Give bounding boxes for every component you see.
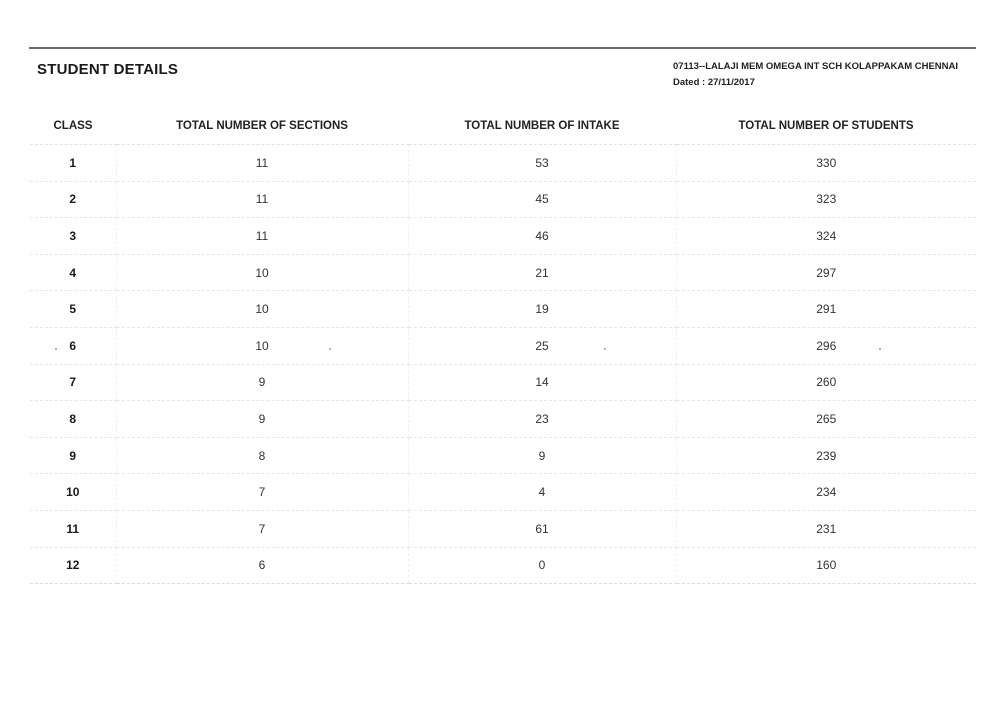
students-cell: 323 — [676, 181, 976, 218]
sections-cell: 7 — [116, 474, 408, 511]
students-cell: 234 — [676, 474, 976, 511]
table-row — [30, 327, 976, 364]
column-header-intake: TOTAL NUMBER OF INTAKE — [408, 108, 676, 145]
intake-cell: 0 — [408, 547, 676, 584]
intake-cell: 9 — [408, 437, 676, 474]
class-cell: 8 — [30, 401, 116, 438]
table-row — [30, 181, 976, 218]
student-details-table — [30, 108, 976, 584]
class-cell: 7 — [30, 364, 116, 401]
students-cell: 291 — [676, 291, 976, 328]
page-title: STUDENT DETAILS — [37, 61, 179, 78]
sections-cell: 9 — [116, 364, 408, 401]
intake-cell: 19 — [408, 291, 676, 328]
intake-cell: 14 — [408, 364, 676, 401]
sections-cell: 7 — [116, 510, 408, 547]
class-cell: 4 — [30, 254, 116, 291]
sections-cell: 6 — [116, 547, 408, 584]
header-rule — [29, 47, 976, 49]
school-info — [673, 59, 958, 91]
school-name: 07113--LALAJI MEM OMEGA INT SCH KOLAPPAKAM CHENNAI — [673, 61, 959, 72]
intake-cell: 46 — [408, 218, 676, 255]
table-row — [30, 145, 976, 182]
column-header-students: TOTAL NUMBER OF STUDENTS — [676, 108, 976, 145]
document-date: Dated : 27/11/2017 — [673, 77, 755, 88]
class-cell: 6 — [30, 327, 116, 364]
table-row — [30, 254, 976, 291]
table-row — [30, 364, 976, 401]
intake-cell: 45 — [408, 181, 676, 218]
class-cell: 11 — [30, 510, 116, 547]
students-cell: 239 — [676, 437, 976, 474]
class-cell: 3 — [30, 218, 116, 255]
sections-cell: 11 — [116, 181, 408, 218]
intake-cell: 61 — [408, 510, 676, 547]
sections-cell: 10 — [116, 254, 408, 291]
class-cell: 9 — [30, 437, 116, 474]
intake-cell: 25 — [408, 327, 676, 364]
sections-cell: 10 — [116, 291, 408, 328]
intake-cell: 21 — [408, 254, 676, 291]
students-cell: 324 — [676, 218, 976, 255]
class-cell: 1 — [30, 145, 116, 182]
students-cell: 160 — [676, 547, 976, 584]
table-header-row — [30, 108, 976, 145]
table-row — [30, 218, 976, 255]
sections-cell: 9 — [116, 401, 408, 438]
table-row — [30, 510, 976, 547]
scan-speck — [55, 348, 57, 350]
students-cell: 260 — [676, 364, 976, 401]
sections-cell: 11 — [116, 145, 408, 182]
sections-cell: 11 — [116, 218, 408, 255]
class-cell: 5 — [30, 291, 116, 328]
column-header-class: CLASS — [30, 108, 116, 145]
sections-cell: 8 — [116, 437, 408, 474]
scan-speck — [604, 348, 606, 350]
sections-cell: 10 — [116, 327, 408, 364]
students-cell: 265 — [676, 401, 976, 438]
scan-speck — [329, 348, 331, 350]
column-header-sections: TOTAL NUMBER OF SECTIONS — [116, 108, 408, 145]
students-cell: 297 — [676, 254, 976, 291]
table-row — [30, 291, 976, 328]
class-cell: 2 — [30, 181, 116, 218]
table-row — [30, 437, 976, 474]
table-row — [30, 547, 976, 584]
intake-cell: 23 — [408, 401, 676, 438]
intake-cell: 53 — [408, 145, 676, 182]
intake-cell: 4 — [408, 474, 676, 511]
class-cell: 12 — [30, 547, 116, 584]
scan-speck — [879, 348, 881, 350]
students-cell: 330 — [676, 145, 976, 182]
class-cell: 10 — [30, 474, 116, 511]
students-cell: 231 — [676, 510, 976, 547]
table-row — [30, 474, 976, 511]
students-cell: 296 — [676, 327, 976, 364]
table-row — [30, 401, 976, 438]
